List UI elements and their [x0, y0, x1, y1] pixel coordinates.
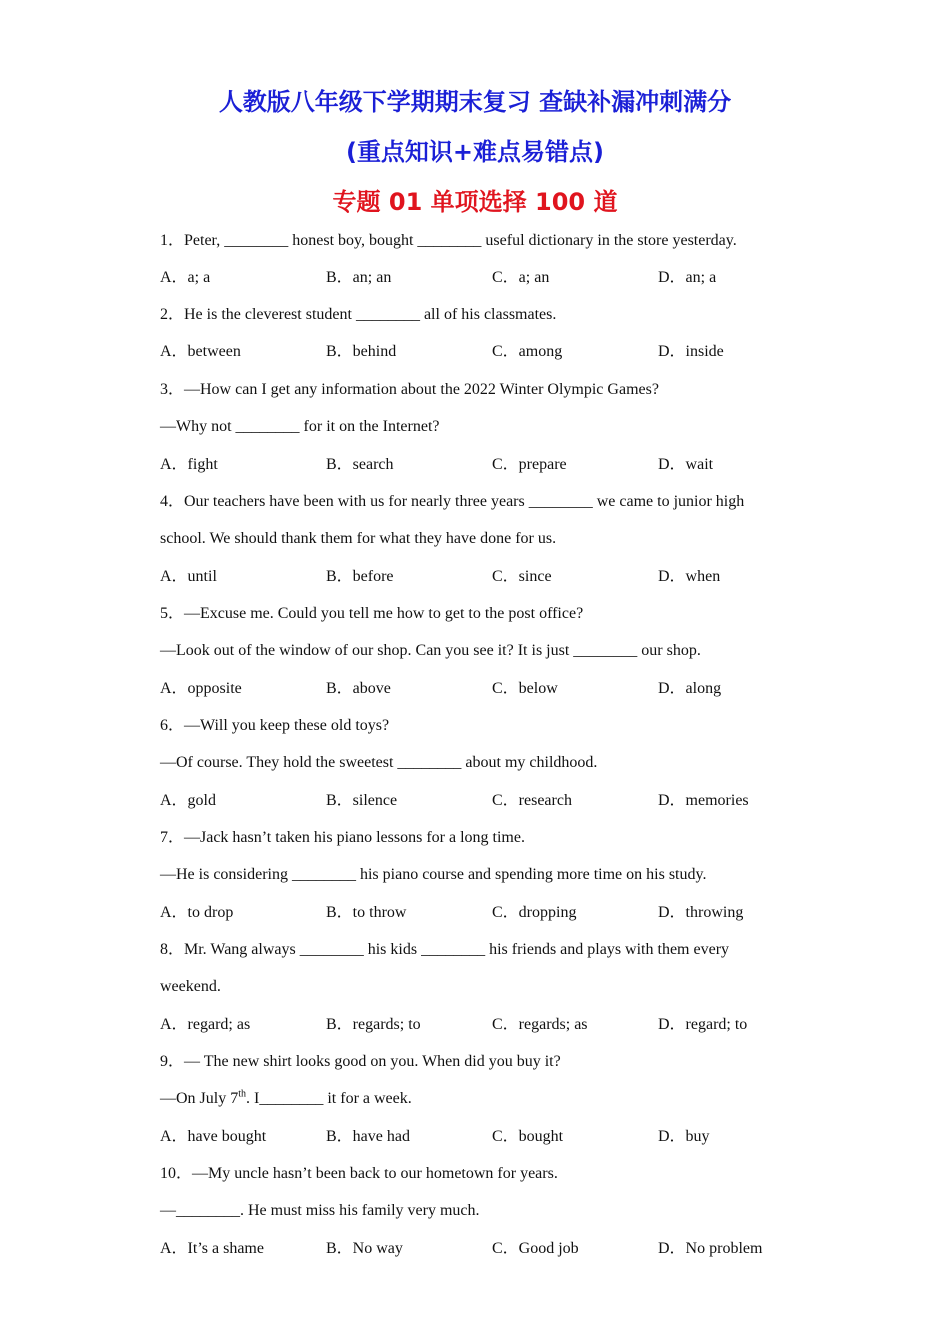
q7-option-a: A．to drop	[160, 904, 234, 921]
q9-line-2-end: . I________ it for a week.	[246, 1090, 412, 1107]
question-7-line-2: —He is considering ________ his piano course and spending more time on his study.	[160, 866, 707, 883]
q10-option-d: D．No problem	[658, 1240, 763, 1257]
q6-option-b: B．silence	[326, 792, 398, 809]
question-3: 3．—How can I get any information about the 2022 Winter Olympic Games?	[160, 381, 659, 398]
question-9: 9．— The new shirt looks good on you. When did you buy it?	[160, 1053, 561, 1070]
question-6-line-2: —Of course. They hold the sweetest ________ about my childhood.	[160, 754, 598, 771]
q9-option-d: D．buy	[658, 1128, 710, 1145]
q7-option-c: C．dropping	[492, 904, 577, 921]
q6-option-c: C．research	[492, 792, 572, 809]
q2-option-c: C．among	[492, 343, 563, 360]
question-1: 1．Peter, ________ honest boy, bought ________ useful dictionary in the store yesterday.	[160, 232, 737, 249]
q3-option-c: C．prepare	[492, 456, 567, 473]
question-7: 7．—Jack hasn’t taken his piano lessons for a long time.	[160, 829, 525, 846]
q7-option-b: B．to throw	[326, 904, 407, 921]
question-10-line-2: —________. He must miss his family very much.	[160, 1202, 480, 1219]
q4-option-b: B．before	[326, 568, 394, 585]
q7-option-d: D．throwing	[658, 904, 744, 921]
q8-option-a: A．regard; as	[160, 1016, 251, 1033]
question-9-line-2	[160, 1089, 800, 1109]
topic-heading: 专题 01 单项选择 100 道	[332, 188, 618, 216]
q5-option-d: D．along	[658, 680, 722, 697]
question-5: 5．—Excuse me. Could you tell me how to get to the post office?	[160, 605, 584, 622]
q8-option-c: C．regards; as	[492, 1016, 588, 1033]
question-3-line-2: —Why not ________ for it on the Internet?	[160, 418, 440, 435]
q4-option-c: C．since	[492, 568, 552, 585]
q3-option-b: B．search	[326, 456, 394, 473]
q4-option-a: A．until	[160, 568, 217, 585]
q6-option-d: D．memories	[658, 792, 749, 809]
q9-superscript: th	[238, 1088, 247, 1100]
q5-option-c: C．below	[492, 680, 558, 697]
q3-option-d: D．wait	[658, 456, 714, 473]
q2-option-d: D．inside	[658, 343, 724, 360]
q2-option-a: A．between	[160, 343, 241, 360]
q1-option-c: C．a; an	[492, 269, 550, 286]
question-4: 4．Our teachers have been with us for nearly three years ________ we came to junior high	[160, 493, 745, 510]
question-8: 8．Mr. Wang always ________ his kids ________ his friends and plays with them every	[160, 941, 730, 958]
q10-option-b: B．No way	[326, 1240, 403, 1257]
q1-option-b: B．an; an	[326, 269, 392, 286]
question-4-line-2: school. We should thank them for what they have done for us.	[160, 530, 557, 547]
q4-option-d: D．when	[658, 568, 721, 585]
q3-option-a: A．fight	[160, 456, 218, 473]
q1-option-d: D．an; a	[658, 269, 717, 286]
q8-option-b: B．regards; to	[326, 1016, 421, 1033]
q10-option-c: C．Good job	[492, 1240, 579, 1257]
question-6: 6．—Will you keep these old toys?	[160, 717, 390, 734]
question-10: 10．—My uncle hasn’t been back to our hometown for years.	[160, 1165, 558, 1182]
q1-option-a: A．a; a	[160, 269, 211, 286]
document-subtitle: (重点知识+难点易错点)	[345, 138, 605, 166]
q9-option-b: B．have had	[326, 1128, 410, 1145]
q10-option-a: A．It’s a shame	[160, 1240, 264, 1257]
question-8-line-2: weekend.	[160, 978, 221, 995]
q6-option-a: A．gold	[160, 792, 217, 809]
question-2: 2．He is the cleverest student ________ all of his classmates.	[160, 306, 557, 323]
question-5-line-2: —Look out of the window of our shop. Can you see it? It is just ________ our shop.	[160, 642, 701, 659]
q8-option-d: D．regard; to	[658, 1016, 748, 1033]
document-title: 人教版八年级下学期期末复习 查缺补漏冲刺满分	[218, 88, 732, 116]
q5-option-b: B．above	[326, 680, 391, 697]
q5-option-a: A．opposite	[160, 680, 242, 697]
q2-option-b: B．behind	[326, 343, 397, 360]
q9-line-2-start: —On July 7	[160, 1090, 239, 1107]
q9-option-c: C．bought	[492, 1128, 564, 1145]
q9-option-a: A．have bought	[160, 1128, 267, 1145]
